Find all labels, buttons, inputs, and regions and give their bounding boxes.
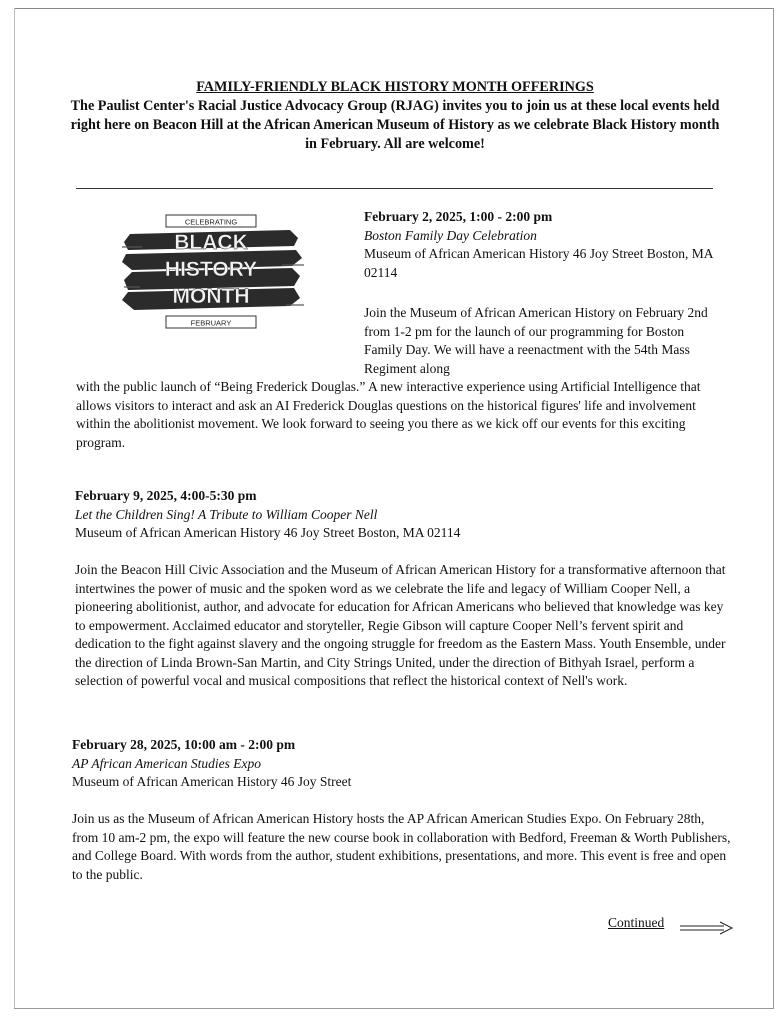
flyer-intro: The Paulist Center's Racial Justice Advocacy Group (RJAG) invites you to join us at these local events held right here on Beacon Hill at the African American Museum of History as we celebrate Black History month in February. All are welcome! [70, 98, 720, 152]
event-1-description-text-2: with the public launch of “Being Frederick Douglas.” A new interactive experience using Artificial Intelligence that allows visitors to interact and ask an AI Frederick Douglas questions on the historical figures' life and involvement within the abolitionist movement. We look forward to seeing you there as we kick off our events for this exciting program. [76, 379, 701, 450]
page-border-left [14, 8, 15, 1008]
logo-line-3: MONTH [172, 285, 250, 308]
event-1-description-text-1: Join the Museum of African American History on February 2nd from 1-2 pm for the launch of our programming for Boston Family Day. We will have a reenactment with the 54th Mass Regiment along [364, 305, 708, 376]
event-3 [72, 736, 732, 884]
event-2 [75, 487, 730, 691]
event-2-location: Museum of African American History 46 Joy Street Boston, MA 02114 [75, 525, 461, 540]
continued-label: Continued [608, 915, 665, 930]
event-3-description: Join us as the Museum of African American History hosts the AP African American Studies Expo. On February 28th, from 10 am-2 pm, the expo will feature the new course book in collaboration with Bedford, Freeman & Worth Publishers, and College Board. With words from the author, student exhibitions, presentations, and more. This event is free and open to the public. [72, 811, 731, 882]
arrow-right-icon [680, 921, 734, 935]
event-2-name: Let the Children Sing! A Tribute to William Cooper Nell [75, 506, 378, 522]
logo-line-1: BLACK [174, 231, 248, 254]
flyer-header [70, 78, 720, 154]
logo-top-text: CELEBRATING [184, 217, 238, 227]
black-history-month-logo [122, 212, 304, 336]
event-2-description: Join the Beacon Hill Civic Association and the Museum of African American History for a transformative afternoon that intertwines the power of music and the spoken word as we celebrate the life and legacy of William Cooper Nell, a pioneering abolitionist, author, and advocate for education for African Americans who believed that knowledge was key to empowerment. Acclaimed educator and storyteller, Regie Gibson will capture Cooper Nell’s fervent spirit and dedication to the fight against slavery and the ongoing struggle for freedom as the Eastern Mass. Youth Ensemble, under the direction of Linda Brown-San Martin, and City Strings United, under the direction of Bithyah Israel, perform a selection of powerful vocal and musical compositions that reflect the historical context of Nell's work. [75, 562, 726, 688]
event-3-name: AP African American Studies Expo [72, 755, 261, 771]
event-3-location: Museum of African American History 46 Joy Street [72, 774, 352, 789]
event-1-location: Museum of African American History 46 Joy Street Boston, MA 02114 [364, 246, 713, 280]
event-1-description-part-2 [76, 378, 721, 452]
page-border-right [773, 8, 774, 1008]
header-divider [76, 188, 713, 189]
event-2-date: February 9, 2025, 4:00-5:30 pm [75, 488, 257, 503]
event-1-description-part-1 [364, 304, 709, 378]
event-1-name: Boston Family Day Celebration [364, 227, 537, 243]
page-border-top [14, 8, 774, 9]
logo-line-2: HISTORY [164, 258, 258, 281]
flyer-title: FAMILY-FRIENDLY BLACK HISTORY MONTH OFFERINGS [196, 79, 594, 95]
page-border-bottom [14, 1008, 774, 1009]
event-1-info [364, 208, 724, 282]
logo-bottom-text: FEBRUARY [190, 318, 232, 328]
event-1-date: February 2, 2025, 1:00 - 2:00 pm [364, 209, 553, 224]
event-3-date: February 28, 2025, 10:00 am - 2:00 pm [72, 737, 296, 752]
